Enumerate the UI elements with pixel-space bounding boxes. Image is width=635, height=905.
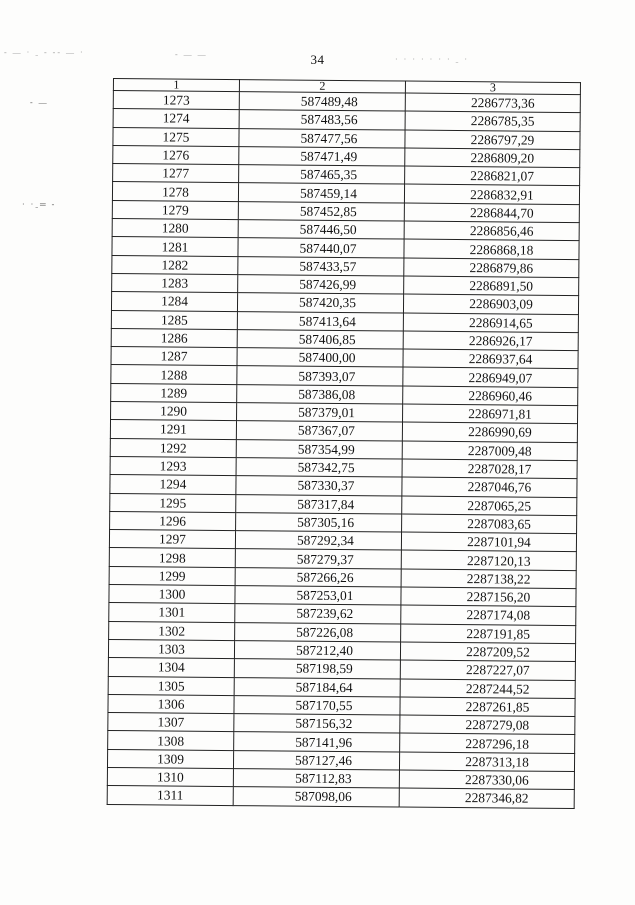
x-coordinate-cell: 587459,14 xyxy=(238,183,404,203)
y-coordinate-cell: 2287083,65 xyxy=(402,514,577,534)
x-coordinate-cell: 587292,34 xyxy=(235,531,401,551)
point-number-cell: 1308 xyxy=(108,731,234,750)
point-number-cell: 1293 xyxy=(110,456,236,475)
y-coordinate-cell: 2286914,65 xyxy=(403,313,578,333)
point-number-cell: 1297 xyxy=(109,530,235,549)
point-number-cell: 1302 xyxy=(109,621,235,640)
x-coordinate-cell: 587279,37 xyxy=(235,549,401,569)
page-number: 34 xyxy=(310,52,325,67)
scan-noise-left-2: · ·ˍ═ ‐ xyxy=(22,200,57,209)
x-coordinate-cell: 587446,50 xyxy=(238,220,404,240)
point-number-cell: 1277 xyxy=(113,164,239,183)
point-number-cell: 1296 xyxy=(110,511,236,530)
x-coordinate-cell: 587440,07 xyxy=(238,238,404,258)
y-coordinate-cell: 2287101,94 xyxy=(401,532,576,552)
point-number-cell: 1306 xyxy=(108,694,234,713)
x-coordinate-cell: 587393,07 xyxy=(237,366,403,386)
point-number-cell: 1298 xyxy=(109,548,235,567)
point-number-cell: 1283 xyxy=(112,273,238,292)
x-coordinate-cell: 587354,99 xyxy=(236,439,402,459)
x-coordinate-cell: 587156,32 xyxy=(234,714,400,734)
scan-noise-top-left: - ― · ˍ ‐ -- ― · xyxy=(4,48,85,57)
x-coordinate-cell: 587413,64 xyxy=(237,311,403,331)
point-number-cell: 1294 xyxy=(110,475,236,494)
y-coordinate-cell: 2287028,17 xyxy=(402,459,577,479)
y-coordinate-cell: 2287156,20 xyxy=(401,587,576,607)
point-number-cell: 1288 xyxy=(111,365,237,384)
point-number-cell: 1278 xyxy=(112,182,238,201)
x-coordinate-cell: 587170,55 xyxy=(234,695,400,715)
y-coordinate-cell: 2286879,86 xyxy=(404,258,579,278)
point-number-cell: 1301 xyxy=(109,603,235,622)
scan-noise-top-right: · · · · · · · ˍ · xyxy=(395,55,469,64)
point-number-cell: 1289 xyxy=(111,383,237,402)
point-number-cell: 1304 xyxy=(108,658,234,677)
point-number-cell: 1279 xyxy=(112,200,238,219)
y-coordinate-cell: 2287244,52 xyxy=(400,679,575,699)
point-number-cell: 1273 xyxy=(113,91,239,110)
scan-noise-top-mid: - ― ― xyxy=(175,50,208,59)
x-coordinate-cell: 587420,35 xyxy=(237,293,403,313)
y-coordinate-cell: 2287174,08 xyxy=(401,605,576,625)
y-coordinate-cell: 2286785,35 xyxy=(405,111,580,131)
point-number-cell: 1305 xyxy=(108,676,234,695)
table-row xyxy=(107,786,574,808)
x-coordinate-cell: 587253,01 xyxy=(235,586,401,606)
y-coordinate-cell: 2287346,82 xyxy=(399,788,574,808)
x-coordinate-cell: 587112,83 xyxy=(233,769,399,789)
y-coordinate-cell: 2287209,52 xyxy=(400,642,575,662)
y-coordinate-cell: 2286809,20 xyxy=(405,148,580,168)
y-coordinate-cell: 2286937,64 xyxy=(403,349,578,369)
point-number-cell: 1282 xyxy=(112,255,238,274)
column-header-1: 1 xyxy=(113,79,239,92)
x-coordinate-cell: 587330,37 xyxy=(236,476,402,496)
y-coordinate-cell: 2286868,18 xyxy=(404,239,579,259)
y-coordinate-cell: 2286856,46 xyxy=(404,221,579,241)
y-coordinate-cell: 2286773,36 xyxy=(405,93,580,113)
table-body xyxy=(107,91,580,809)
x-coordinate-cell: 587406,85 xyxy=(237,329,403,349)
y-coordinate-cell: 2287313,18 xyxy=(399,752,574,772)
y-coordinate-cell: 2287296,18 xyxy=(400,733,575,753)
y-coordinate-cell: 2286926,17 xyxy=(403,331,578,351)
x-coordinate-cell: 587239,62 xyxy=(235,604,401,624)
point-number-cell: 1284 xyxy=(111,292,237,311)
point-number-cell: 1274 xyxy=(113,109,239,128)
x-coordinate-cell: 587471,49 xyxy=(239,146,405,166)
scan-noise-left-1: ‐ ― xyxy=(30,98,49,107)
y-coordinate-cell: 2286797,29 xyxy=(405,130,580,150)
point-number-cell: 1290 xyxy=(111,402,237,421)
y-coordinate-cell: 2286891,50 xyxy=(404,276,579,296)
x-coordinate-cell: 587433,57 xyxy=(238,256,404,276)
point-number-cell: 1281 xyxy=(112,237,238,256)
point-number-cell: 1299 xyxy=(109,566,235,585)
point-number-cell: 1309 xyxy=(107,749,233,768)
x-coordinate-cell: 587477,56 xyxy=(239,128,405,148)
y-coordinate-cell: 2286971,81 xyxy=(403,404,578,424)
point-number-cell: 1295 xyxy=(110,493,236,512)
x-coordinate-cell: 587266,26 xyxy=(235,567,401,587)
y-coordinate-cell: 2286844,70 xyxy=(404,203,579,223)
x-coordinate-cell: 587198,59 xyxy=(234,659,400,679)
y-coordinate-cell: 2287009,48 xyxy=(402,441,577,461)
y-coordinate-cell: 2287330,06 xyxy=(399,770,574,790)
y-coordinate-cell: 2286990,69 xyxy=(402,422,577,442)
x-coordinate-cell: 587426,99 xyxy=(238,275,404,295)
x-coordinate-cell: 587342,75 xyxy=(236,458,402,478)
point-number-cell: 1275 xyxy=(113,127,239,146)
y-coordinate-cell: 2286821,07 xyxy=(405,166,580,186)
y-coordinate-cell: 2287046,76 xyxy=(402,477,577,497)
point-number-cell: 1292 xyxy=(110,438,236,457)
y-coordinate-cell: 2287065,25 xyxy=(402,496,577,516)
x-coordinate-cell: 587212,40 xyxy=(234,640,400,660)
point-number-cell: 1287 xyxy=(111,347,237,366)
x-coordinate-cell: 587367,07 xyxy=(236,421,402,441)
y-coordinate-cell: 2286903,09 xyxy=(403,294,578,314)
point-number-cell: 1286 xyxy=(111,328,237,347)
x-coordinate-cell: 587098,06 xyxy=(233,787,399,807)
y-coordinate-cell: 2286949,07 xyxy=(403,367,578,387)
y-coordinate-cell: 2287120,13 xyxy=(401,550,576,570)
point-number-cell: 1285 xyxy=(111,310,237,329)
x-coordinate-cell: 587452,85 xyxy=(238,201,404,221)
y-coordinate-cell: 2286832,91 xyxy=(404,185,579,205)
point-number-cell: 1300 xyxy=(109,585,235,604)
point-number-cell: 1310 xyxy=(107,767,233,786)
y-coordinate-cell: 2287191,85 xyxy=(401,624,576,644)
point-number-cell: 1280 xyxy=(112,219,238,238)
point-number-cell: 1307 xyxy=(108,713,234,732)
point-number-cell: 1303 xyxy=(108,639,234,658)
y-coordinate-cell: 2287261,85 xyxy=(400,697,575,717)
x-coordinate-cell: 587141,96 xyxy=(234,732,400,752)
y-coordinate-cell: 2286960,46 xyxy=(403,386,578,406)
point-number-cell: 1276 xyxy=(113,145,239,164)
point-number-cell: 1311 xyxy=(107,786,233,805)
x-coordinate-cell: 587465,35 xyxy=(239,165,405,185)
y-coordinate-cell: 2287227,07 xyxy=(400,660,575,680)
y-coordinate-cell: 2287279,08 xyxy=(400,715,575,735)
column-header-3: 3 xyxy=(405,81,580,95)
x-coordinate-cell: 587379,01 xyxy=(237,403,403,423)
x-coordinate-cell: 587184,64 xyxy=(234,677,400,697)
x-coordinate-cell: 587226,08 xyxy=(235,622,401,642)
column-header-2: 2 xyxy=(239,80,405,93)
x-coordinate-cell: 587386,08 xyxy=(237,384,403,404)
x-coordinate-cell: 587489,48 xyxy=(239,92,405,112)
y-coordinate-cell: 2287138,22 xyxy=(401,569,576,589)
x-coordinate-cell: 587305,16 xyxy=(236,512,402,532)
x-coordinate-cell: 587317,84 xyxy=(236,494,402,514)
point-number-cell: 1291 xyxy=(110,420,236,439)
x-coordinate-cell: 587400,00 xyxy=(237,348,403,368)
x-coordinate-cell: 587127,46 xyxy=(233,750,399,770)
x-coordinate-cell: 587483,56 xyxy=(239,110,405,130)
coordinates-table xyxy=(107,78,581,809)
coordinates-table-wrapper xyxy=(113,78,580,805)
